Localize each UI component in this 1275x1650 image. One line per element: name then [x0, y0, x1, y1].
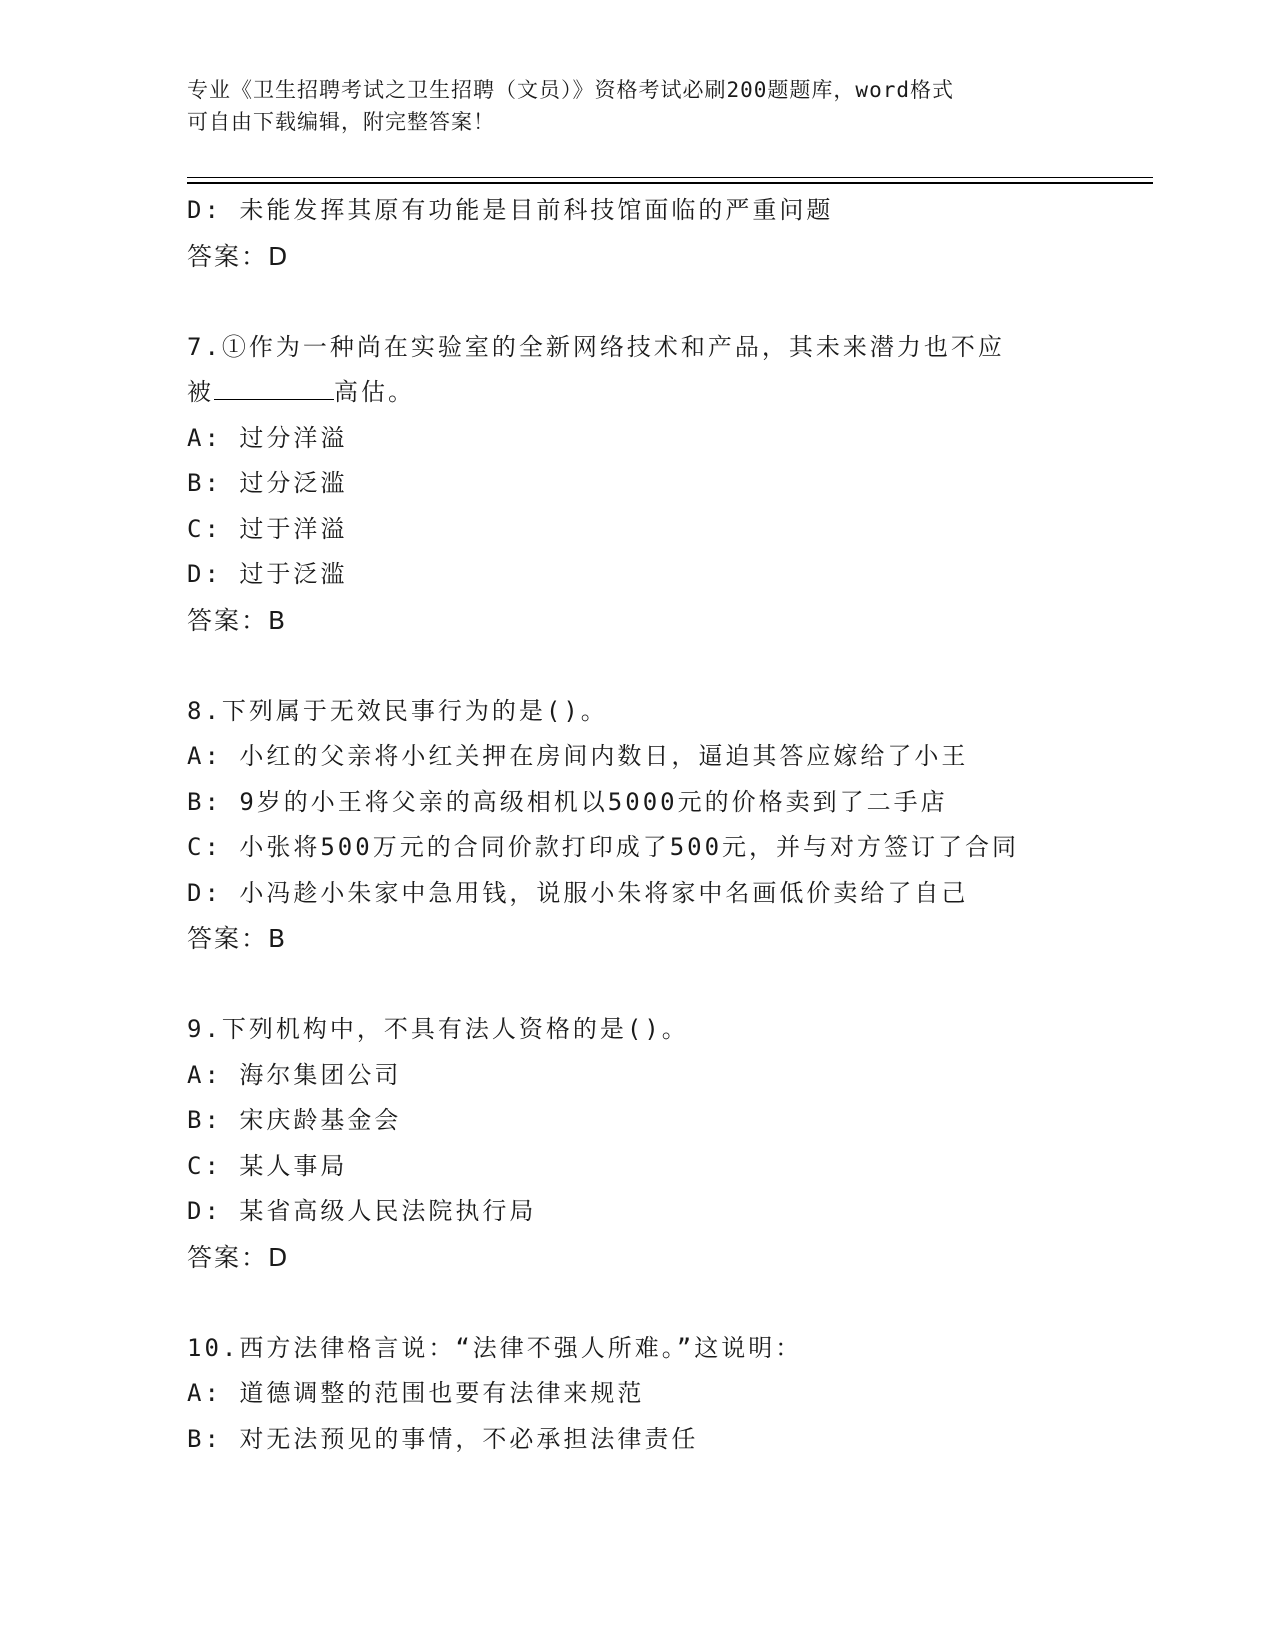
q7-answer: 答案：B	[187, 605, 288, 635]
header-line-2: 可自由下载编辑，附完整答案！	[187, 110, 495, 134]
q7-option-d: D: 过于泛滥	[187, 560, 348, 588]
q10-option-b: B: 对无法预见的事情，不必承担法律责任	[187, 1424, 699, 1453]
q10-stem: 10.西方法律格言说：“法律不强人所难。”这说明：	[187, 1333, 803, 1362]
q7-stem-line-2	[187, 370, 1087, 416]
q10-option-a: A: 道德调整的范围也要有法律来规范	[187, 1379, 645, 1407]
q9-option-d: D: 某省高级人民法院执行局	[187, 1197, 537, 1225]
q8-option-b: B: 9岁的小王将父亲的高级相机以5000元的价格卖到了二手店	[187, 787, 948, 816]
q7-fill-blank	[214, 377, 334, 400]
spacer	[187, 643, 1087, 689]
spacer	[187, 1280, 1087, 1326]
q9-option-c: C: 某人事局	[187, 1151, 348, 1180]
spacer	[187, 279, 1087, 325]
spacer	[187, 962, 1087, 1008]
document-header	[187, 74, 1087, 138]
header-rule-thin	[187, 177, 1153, 178]
question-list	[187, 188, 1087, 1462]
q8-stem: 8.下列属于无效民事行为的是()。	[187, 696, 608, 725]
q8-option-a: A: 小红的父亲将小红关押在房间内数日，逼迫其答应嫁给了小王	[187, 742, 969, 770]
header-rule-thick	[187, 182, 1153, 184]
q9-answer: 答案：D	[187, 1242, 290, 1272]
q8-answer: 答案：B	[187, 924, 288, 953]
q7-option-a: A: 过分洋溢	[187, 423, 348, 452]
q6-option-d: D: 未能发挥其原有功能是目前科技馆面临的严重问题	[187, 196, 834, 224]
q7-stem-post: 高估。	[334, 378, 415, 406]
q8-option-d: D: 小冯趁小朱家中急用钱，说服小朱将家中名画低价卖给了自己	[187, 878, 969, 907]
q8-option-c: C: 小张将500万元的合同价款打印成了500元，并与对方签订了合同	[187, 833, 1020, 861]
q9-stem: 9.下列机构中，不具有法人资格的是()。	[187, 1015, 689, 1043]
q6-answer: 答案：D	[187, 241, 290, 271]
q7-stem-line-1: 7.①作为一种尚在实验室的全新网络技术和产品，其未来潜力也不应	[187, 332, 1005, 361]
header-line-1: 专业《卫生招聘考试之卫生招聘（文员）》资格考试必刷200题题库，word格式	[187, 78, 954, 102]
q7-option-b: B: 过分泛滥	[187, 469, 348, 497]
q7-option-c: C: 过于洋溢	[187, 514, 348, 543]
q7-stem-pre: 被	[187, 378, 214, 406]
q9-option-a: A: 海尔集团公司	[187, 1060, 402, 1089]
q9-option-b: B: 宋庆龄基金会	[187, 1106, 402, 1134]
